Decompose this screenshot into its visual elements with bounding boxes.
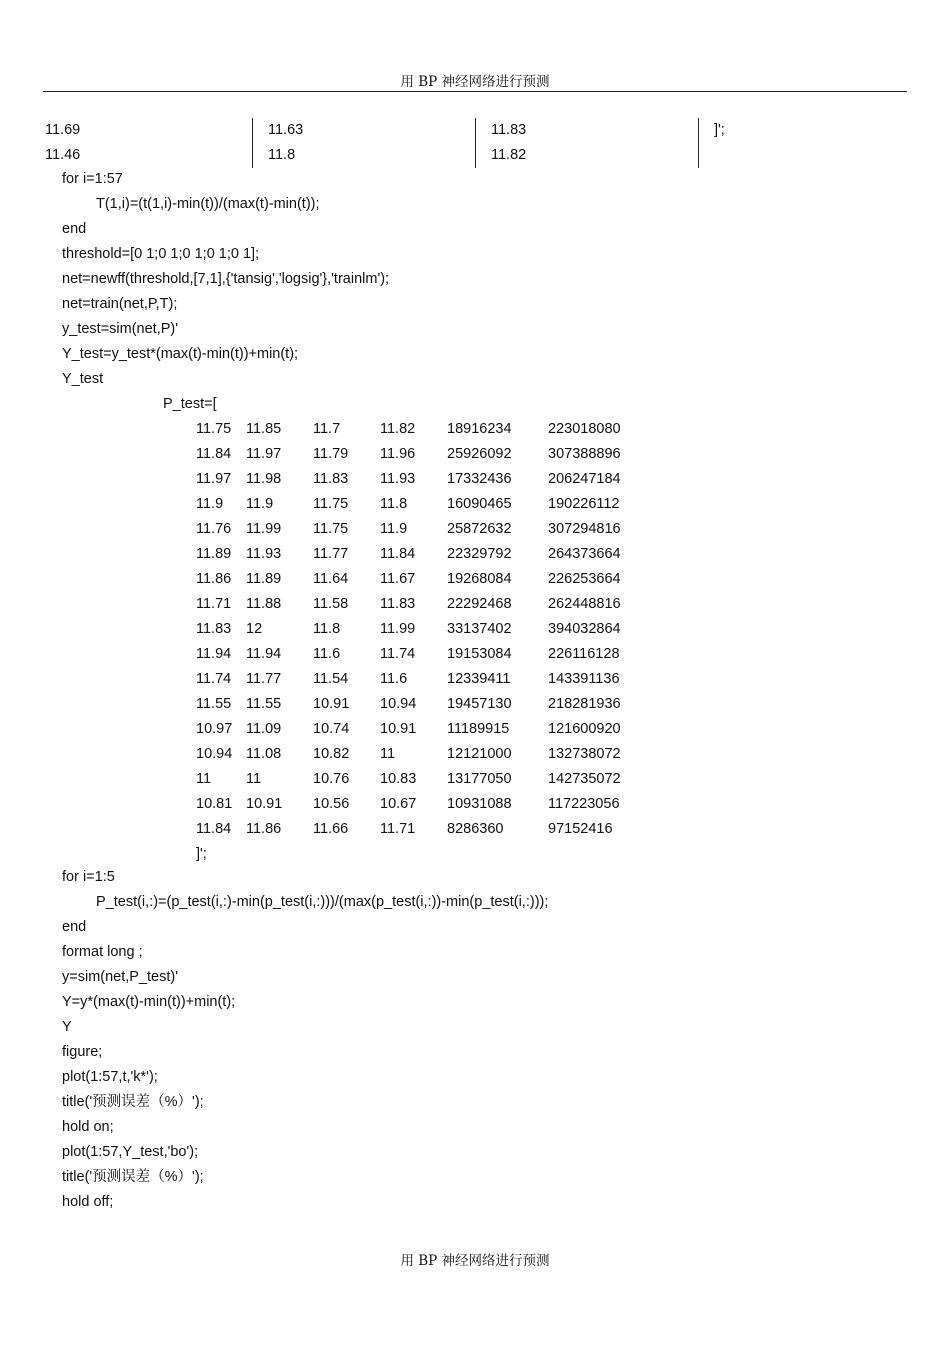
matrix-cell: 11.97 bbox=[196, 471, 232, 487]
matrix-cell: 143391136 bbox=[548, 671, 620, 687]
code-line: hold off; bbox=[62, 1194, 114, 1210]
table-cell: 11.83 bbox=[491, 122, 527, 138]
matrix-row bbox=[196, 492, 656, 517]
matrix-cell: 11.08 bbox=[246, 746, 282, 762]
matrix-cell: 25926092 bbox=[447, 446, 512, 462]
code-line: net=train(net,P,T); bbox=[62, 296, 178, 312]
matrix-cell: 11.67 bbox=[380, 571, 416, 587]
matrix-cell: 132738072 bbox=[548, 746, 621, 762]
matrix-cell: 11.79 bbox=[313, 446, 349, 462]
code-block-2 bbox=[62, 865, 548, 1215]
matrix-cell: 10.91 bbox=[380, 721, 417, 737]
table-cell: 11.82 bbox=[491, 147, 527, 163]
matrix-row bbox=[196, 767, 656, 792]
code-line: Y=y*(max(t)-min(t))+min(t); bbox=[62, 994, 236, 1010]
table-divider bbox=[252, 118, 253, 168]
p-test-label: P_test=[ bbox=[163, 396, 217, 412]
matrix-cell: 25872632 bbox=[447, 521, 512, 537]
matrix-cell: 11.94 bbox=[196, 646, 232, 662]
matrix-cell: 11.99 bbox=[246, 521, 282, 537]
matrix-cell: 11.84 bbox=[196, 821, 232, 837]
matrix-row bbox=[196, 742, 656, 767]
matrix-cell: 11.77 bbox=[246, 671, 282, 687]
code-line: figure; bbox=[62, 1044, 103, 1060]
matrix-cell: 10.76 bbox=[313, 771, 350, 787]
code-line: Y bbox=[62, 1019, 72, 1035]
matrix-cell: 12 bbox=[246, 621, 263, 637]
matrix-cell: 11189915 bbox=[447, 721, 510, 737]
table-cell: 11.69 bbox=[45, 122, 81, 138]
matrix-cell: 226116128 bbox=[548, 646, 620, 662]
matrix-cell: 11.66 bbox=[313, 821, 349, 837]
matrix-cell: 12121000 bbox=[447, 746, 512, 762]
matrix-cell: 11.6 bbox=[313, 646, 341, 662]
matrix-cell: 11.55 bbox=[196, 696, 232, 712]
matrix-cell: 11.83 bbox=[313, 471, 349, 487]
matrix-cell: 11.89 bbox=[196, 546, 232, 562]
matrix-cell: 11.77 bbox=[313, 546, 349, 562]
p-test-matrix bbox=[196, 417, 656, 842]
matrix-cell: 11.82 bbox=[380, 421, 416, 437]
matrix-cell: 218281936 bbox=[548, 696, 621, 712]
matrix-cell: 16090465 bbox=[447, 496, 512, 512]
matrix-cell: 11.74 bbox=[196, 671, 232, 687]
code-line: for i=1:57 bbox=[62, 171, 123, 187]
matrix-cell: 11.71 bbox=[196, 596, 232, 612]
matrix-row bbox=[196, 417, 656, 442]
matrix-cell: 10.81 bbox=[196, 796, 233, 812]
matrix-cell: 10.82 bbox=[313, 746, 350, 762]
matrix-cell: 117223056 bbox=[548, 796, 620, 812]
matrix-cell: 13177050 bbox=[447, 771, 512, 787]
code-line: title('预测误差（%）'); bbox=[62, 1094, 204, 1110]
matrix-cell: 10931088 bbox=[447, 796, 512, 812]
matrix-cell: 8286360 bbox=[447, 821, 504, 837]
matrix-cell: 11.83 bbox=[380, 596, 416, 612]
matrix-row bbox=[196, 567, 656, 592]
header-rule bbox=[43, 91, 907, 92]
matrix-cell: 10.67 bbox=[380, 796, 417, 812]
matrix-cell: 307388896 bbox=[548, 446, 621, 462]
table-cell: 11.63 bbox=[268, 122, 304, 138]
matrix-cell: 11.55 bbox=[246, 696, 282, 712]
table-cell: 11.8 bbox=[268, 147, 296, 163]
matrix-cell: 11.75 bbox=[313, 496, 349, 512]
code-line: threshold=[0 1;0 1;0 1;0 1;0 1]; bbox=[62, 246, 260, 262]
matrix-cell: 19268084 bbox=[447, 571, 512, 587]
matrix-cell: 11 bbox=[380, 746, 396, 762]
matrix-cell: 19153084 bbox=[447, 646, 512, 662]
code-line: title('预测误差（%）'); bbox=[62, 1169, 204, 1185]
matrix-cell: 11.75 bbox=[313, 521, 349, 537]
matrix-cell: 11.93 bbox=[380, 471, 416, 487]
matrix-row bbox=[196, 517, 656, 542]
matrix-cell: 17332436 bbox=[447, 471, 512, 487]
matrix-row bbox=[196, 717, 656, 742]
matrix-cell: 11.99 bbox=[380, 621, 416, 637]
code-line: plot(1:57,Y_test,'bo'); bbox=[62, 1144, 199, 1160]
matrix-cell: 11.85 bbox=[246, 421, 282, 437]
matrix-cell: 11.8 bbox=[380, 496, 408, 512]
matrix-cell: 11.83 bbox=[196, 621, 232, 637]
matrix-cell: 11.9 bbox=[246, 496, 274, 512]
matrix-cell: 11.09 bbox=[246, 721, 282, 737]
matrix-cell: 11.58 bbox=[313, 596, 349, 612]
table-cell: ]'; bbox=[714, 122, 725, 138]
matrix-cell: 11.84 bbox=[196, 446, 232, 462]
matrix-cell: 10.91 bbox=[313, 696, 350, 712]
matrix-cell: 11.89 bbox=[246, 571, 282, 587]
matrix-cell: 19457130 bbox=[447, 696, 512, 712]
matrix-cell: 11.93 bbox=[246, 546, 282, 562]
matrix-row bbox=[196, 442, 656, 467]
code-line: format long ; bbox=[62, 944, 143, 960]
matrix-cell: 121600920 bbox=[548, 721, 621, 737]
matrix-cell: 190226112 bbox=[548, 496, 620, 512]
matrix-row bbox=[196, 592, 656, 617]
matrix-cell: 11.71 bbox=[380, 821, 416, 837]
table-divider bbox=[475, 118, 476, 168]
matrix-row bbox=[196, 617, 656, 642]
matrix-row bbox=[196, 467, 656, 492]
matrix-cell: 11.84 bbox=[380, 546, 416, 562]
matrix-cell: 22329792 bbox=[447, 546, 512, 562]
code-line: Y_test=y_test*(max(t)-min(t))+min(t); bbox=[62, 346, 299, 362]
matrix-cell: 22292468 bbox=[447, 596, 512, 612]
code-line: end bbox=[62, 221, 87, 237]
matrix-cell: 10.91 bbox=[246, 796, 283, 812]
matrix-cell: 11.96 bbox=[380, 446, 416, 462]
matrix-cell: 11.64 bbox=[313, 571, 349, 587]
matrix-cell: 11.75 bbox=[196, 421, 232, 437]
matrix-cell: 10.74 bbox=[313, 721, 350, 737]
matrix-row bbox=[196, 692, 656, 717]
matrix-cell: 11.88 bbox=[246, 596, 282, 612]
matrix-cell: 10.94 bbox=[380, 696, 417, 712]
page-header-title: 用 BP 神经网络进行预测 bbox=[400, 74, 550, 90]
matrix-cell: 11.94 bbox=[246, 646, 282, 662]
matrix-cell: 307294816 bbox=[548, 521, 621, 537]
matrix-cell: 262448816 bbox=[548, 596, 621, 612]
matrix-cell: 11.86 bbox=[246, 821, 282, 837]
matrix-cell: 142735072 bbox=[548, 771, 621, 787]
matrix-cell: 12339411 bbox=[447, 671, 511, 687]
table-divider bbox=[698, 118, 699, 168]
matrix-row bbox=[196, 667, 656, 692]
code-line: net=newff(threshold,[7,1],{'tansig','logsig'},'trainlm'); bbox=[62, 271, 390, 287]
code-line: y=sim(net,P_test)' bbox=[62, 969, 178, 985]
code-line: Y_test bbox=[62, 371, 104, 387]
matrix-cell: 11 bbox=[246, 771, 262, 787]
matrix-cell: 223018080 bbox=[548, 421, 621, 437]
matrix-cell: 394032864 bbox=[548, 621, 621, 637]
code-line: y_test=sim(net,P)' bbox=[62, 321, 178, 337]
code-line: for i=1:5 bbox=[62, 869, 115, 885]
matrix-cell: 10.56 bbox=[313, 796, 350, 812]
matrix-row bbox=[196, 642, 656, 667]
matrix-row bbox=[196, 792, 656, 817]
table-cell: 11.46 bbox=[45, 147, 81, 163]
matrix-cell: 226253664 bbox=[548, 571, 621, 587]
code-line: P_test(i,:)=(p_test(i,:)-min(p_test(i,:)))/(max(p_test(i,:))-min(p_test(i,:))); bbox=[96, 894, 549, 910]
matrix-cell: 264373664 bbox=[548, 546, 621, 562]
matrix-cell: 11.74 bbox=[380, 646, 416, 662]
continued-table bbox=[43, 118, 743, 168]
matrix-cell: 11.97 bbox=[246, 446, 282, 462]
code-line: end bbox=[62, 919, 87, 935]
matrix-cell: 11.54 bbox=[313, 671, 349, 687]
matrix-cell: 11.98 bbox=[246, 471, 282, 487]
matrix-cell: 33137402 bbox=[447, 621, 512, 637]
code-line: plot(1:57,t,'k*'); bbox=[62, 1069, 158, 1085]
matrix-cell: 11.86 bbox=[196, 571, 232, 587]
matrix-cell: 11.6 bbox=[380, 671, 408, 687]
matrix-cell: 11.9 bbox=[380, 521, 408, 537]
matrix-cell: 11.8 bbox=[313, 621, 341, 637]
matrix-cell: 206247184 bbox=[548, 471, 621, 487]
code-block-1 bbox=[62, 167, 389, 392]
matrix-row bbox=[196, 817, 656, 842]
matrix-cell: 11 bbox=[196, 771, 212, 787]
p-test-end: ]'; bbox=[196, 846, 207, 862]
matrix-cell: 18916234 bbox=[447, 421, 512, 437]
matrix-cell: 10.83 bbox=[380, 771, 417, 787]
matrix-cell: 10.94 bbox=[196, 746, 233, 762]
matrix-cell: 11.9 bbox=[196, 496, 224, 512]
matrix-cell: 11.76 bbox=[196, 521, 232, 537]
matrix-cell: 10.97 bbox=[196, 721, 233, 737]
code-line: T(1,i)=(t(1,i)-min(t))/(max(t)-min(t)); bbox=[96, 196, 320, 212]
code-line: hold on; bbox=[62, 1119, 114, 1135]
matrix-cell: 11.7 bbox=[313, 421, 341, 437]
page-footer-title: 用 BP 神经网络进行预测 bbox=[400, 1253, 550, 1269]
matrix-cell: 97152416 bbox=[548, 821, 613, 837]
matrix-row bbox=[196, 542, 656, 567]
